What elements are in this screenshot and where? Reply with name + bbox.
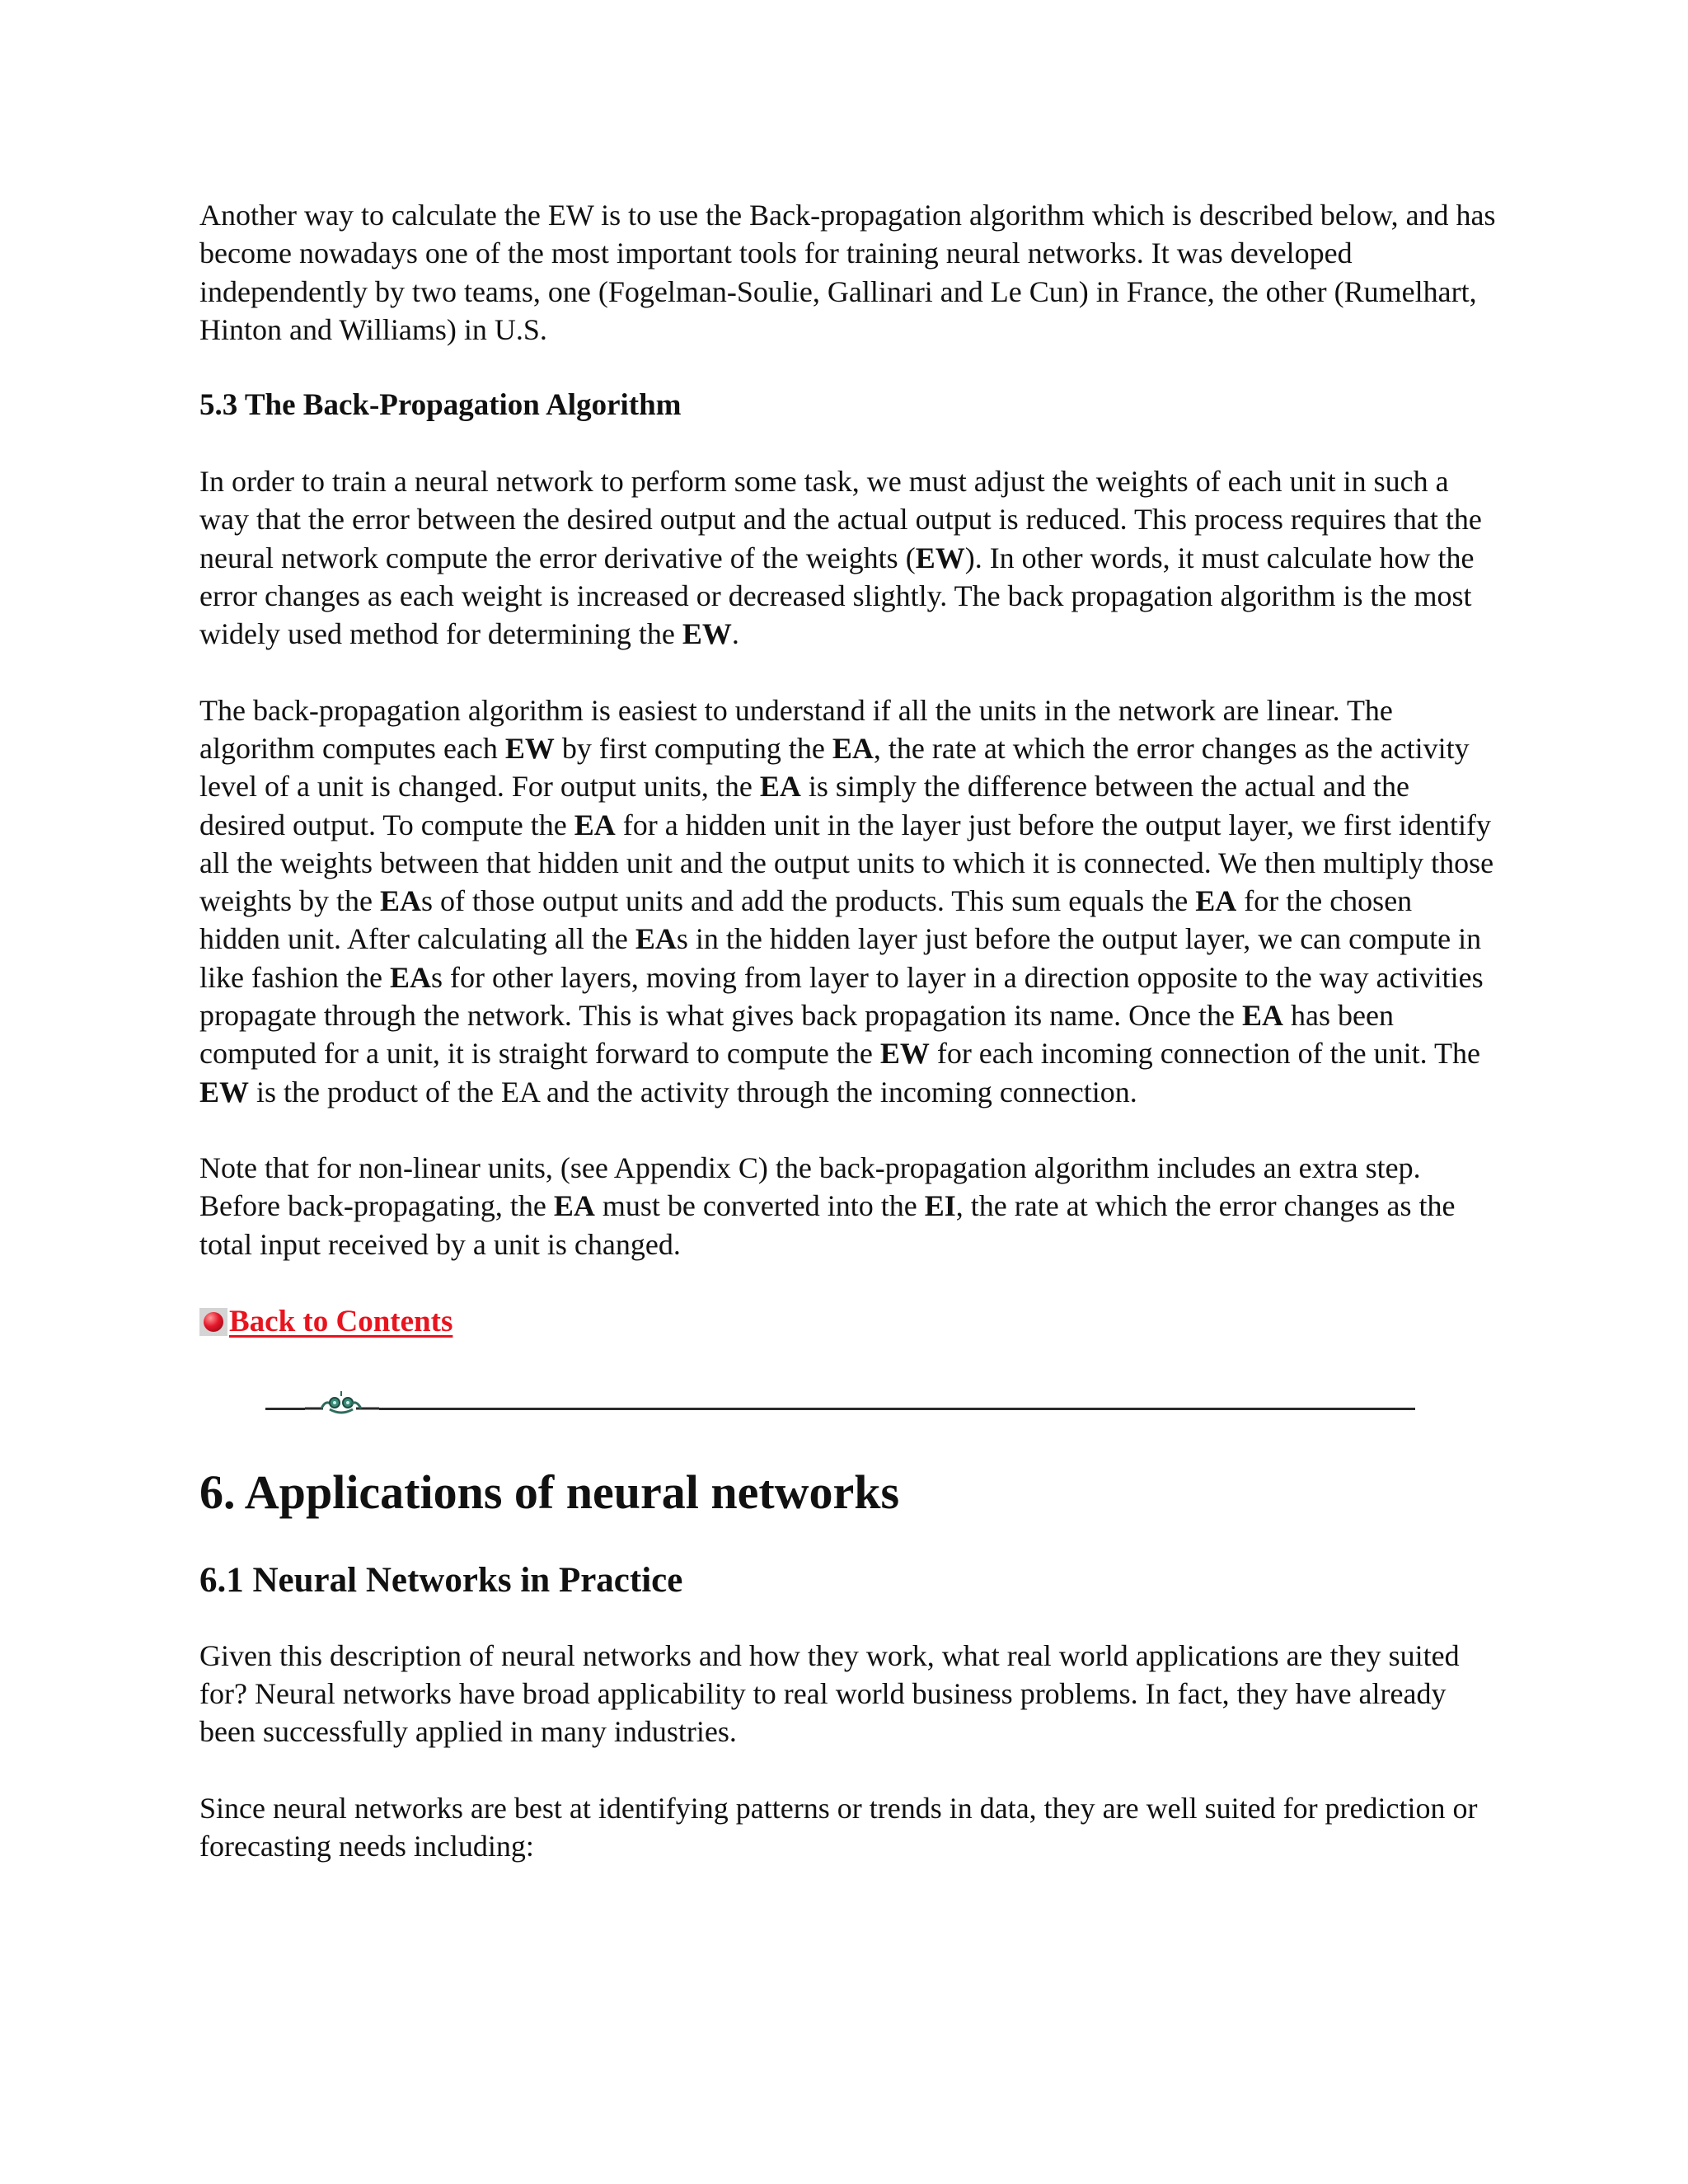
back-to-contents-link[interactable]: Back to Contents	[229, 1305, 453, 1339]
backprop-paragraph-2: The back-propagation algorithm is easiest to understand if all the units in the network are linear. The algorithm computes each EW by first computing the EA, the rate at which the error changes as the activity level of a unit is changed. For output units, the EA is simply the difference between the actual and the desired output. To compute the EA for a hidden unit in the layer just before the output layer, we first identify all the weights between that hidden unit and the output units to which it is connected. We then multiply those weights by the EAs of those output units and add the products. This sum equals the EA for the chosen hidden unit. After calculating all the EAs in the hidden layer just before the output layer, we can compute in like fashion the EAs for other layers, moving from layer to layer in a direction opposite to the way activities propagate through the network. This is what gives back propagation its name. Once the EA has been computed for a unit, it is straight forward to compute the EW for each incoming connection of the unit. The EW is the product of the EA and the activity through the incoming connection.	[199, 693, 1494, 1108]
section-6-heading: 6. Applications of neural networks	[199, 1465, 900, 1519]
document-page	[199, 196, 1498, 1865]
section-6-1-heading: 6.1 Neural Networks in Practice	[199, 1560, 683, 1600]
back-to-contents-row[interactable]	[199, 1301, 1498, 1343]
intro-paragraph: Another way to calculate the EW is to use the Back-propagation algorithm which is described below, and has become nowadays one of the most important tools for training neural networks. It was developed independently by two teams, one (Fogelman-Soulie, Gallinari and Le Cun) in France, the other (Rumelhart, Hinton and Williams) in U.S.	[199, 199, 1496, 346]
backprop-paragraph-3: Note that for non-linear units, (see Appendix C) the back-propagation algorithm includes an extra step. Before back-propagating, the EA must be converted into the EI, the rate at which the error changes as the total input received by a unit is changed.	[199, 1151, 1456, 1261]
backprop-paragraph-1: In order to train a neural network to perform some task, we must adjust the weights of each unit in such a way that the error between the desired output and the actual output is reduced. This process requires that the neural network compute the error derivative of the weights (EW). In other words, it must calculate how the error changes as each weight is increased or decreased slightly. The back propagation algorithm is the most widely used method for determining the EW.	[199, 465, 1482, 651]
applications-paragraph-1: Given this description of neural networks and how they work, what real world applications are they suited for? Neural networks have broad applicability to real world business problems. In fact, they have already been successfully applied in many industries.	[199, 1638, 1460, 1749]
ornament-divider-icon	[305, 1388, 379, 1421]
applications-paragraph-2: Since neural networks are best at identifying patterns or trends in data, they are well suited for prediction or forecasting needs including:	[199, 1791, 1478, 1863]
section-5-3-heading: 5.3 The Back-Propagation Algorithm	[199, 388, 682, 423]
ornament-divider	[265, 1388, 1415, 1421]
red-ball-bullet-icon	[199, 1308, 227, 1336]
